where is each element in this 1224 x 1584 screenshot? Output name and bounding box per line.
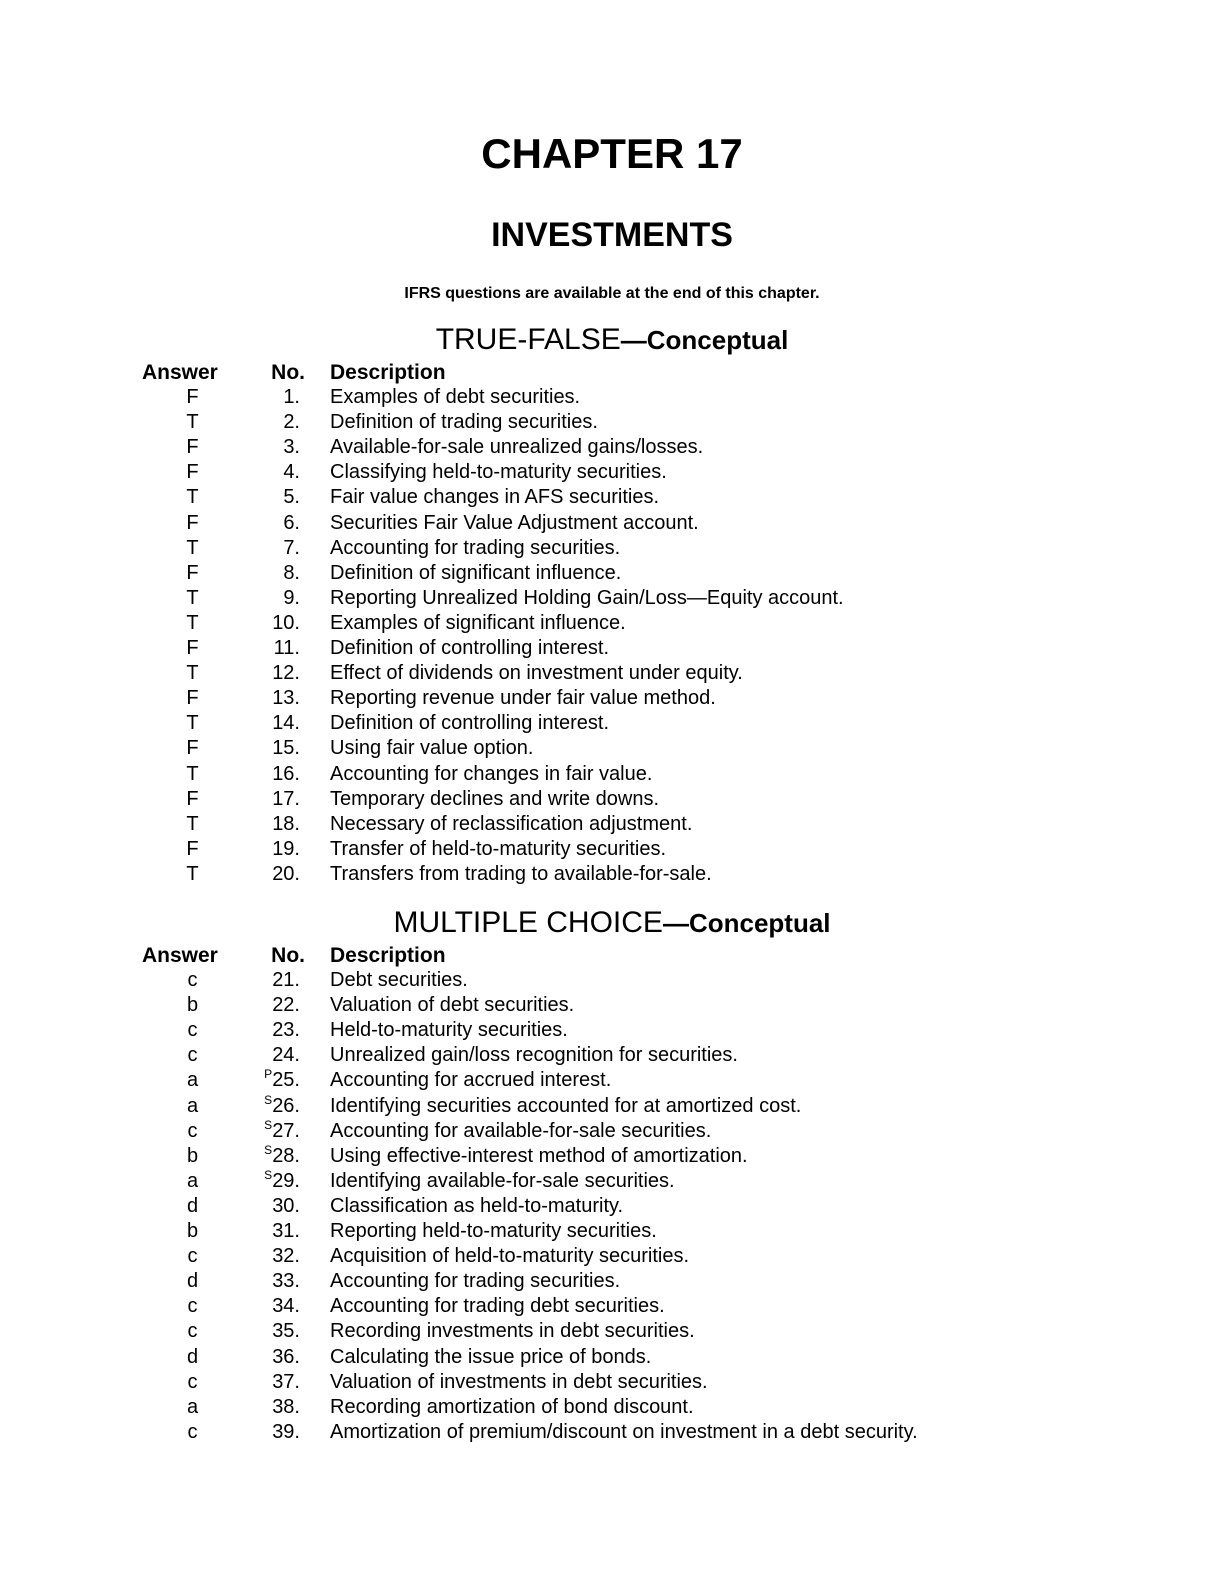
question-number: 9.	[283, 586, 300, 609]
question-number-cell	[240, 1244, 300, 1269]
table-row	[0, 511, 1224, 536]
description-cell: Accounting for accrued interest.	[330, 1069, 612, 1092]
true-false-rows	[0, 385, 1224, 887]
description-cell: Held-to-maturity securities.	[330, 1019, 568, 1042]
answer-cell: c	[187, 1019, 198, 1042]
description-cell: Accounting for available-for-sale securities.	[330, 1119, 712, 1142]
answer-cell: F	[186, 787, 199, 810]
question-number-cell	[240, 385, 300, 410]
table-row	[0, 1194, 1224, 1219]
question-number-cell	[240, 1294, 300, 1319]
table-row	[0, 787, 1224, 812]
table-row	[0, 1244, 1224, 1269]
answer-cell: d	[186, 1194, 199, 1217]
true-false-table	[0, 360, 1224, 887]
question-number-cell	[240, 862, 300, 887]
multiple-choice-title-main: MULTIPLE CHOICE	[393, 906, 663, 939]
table-row	[0, 636, 1224, 661]
question-number: 15.	[272, 737, 300, 760]
question-number-cell	[240, 1370, 300, 1395]
description-cell: Transfer of held-to-maturity securities.	[330, 837, 667, 860]
table-row	[0, 686, 1224, 711]
answer-cell: F	[186, 511, 199, 534]
question-number: 35.	[272, 1320, 300, 1343]
answer-cell: T	[186, 611, 199, 634]
description-cell: Definition of trading securities.	[330, 411, 598, 434]
answer-cell: F	[186, 637, 199, 660]
question-number: 31.	[272, 1220, 300, 1243]
answer-cell: a	[186, 1069, 199, 1092]
question-number-cell	[240, 1144, 300, 1169]
table-row	[0, 536, 1224, 561]
question-number-cell	[240, 1420, 300, 1445]
question-number: 17.	[272, 787, 300, 810]
description-cell: Using effective-interest method of amortization.	[330, 1144, 748, 1167]
table-row	[0, 661, 1224, 686]
description-cell: Acquisition of held-to-maturity securities.	[330, 1245, 690, 1268]
answer-cell: T	[186, 662, 199, 685]
answer-cell: T	[186, 486, 199, 509]
description-cell: Reporting held-to-maturity securities.	[330, 1220, 657, 1243]
question-number: 20.	[272, 862, 300, 885]
answer-cell: b	[186, 1144, 199, 1167]
table-row	[0, 1345, 1224, 1370]
question-number: 24.	[272, 1044, 300, 1067]
table-row	[0, 762, 1224, 787]
question-number-cell	[240, 968, 300, 993]
table-row	[0, 1043, 1224, 1068]
subject-title: INVESTMENTS	[491, 216, 733, 254]
question-number: 34.	[272, 1295, 300, 1318]
question-number: 1.	[283, 386, 300, 409]
question-number: 29.	[272, 1169, 300, 1192]
answer-cell: F	[186, 461, 199, 484]
true-false-section-title	[0, 323, 1224, 357]
table-row	[0, 460, 1224, 485]
question-number: 6.	[283, 511, 300, 534]
answer-cell: F	[186, 687, 199, 710]
question-number-cell	[240, 611, 300, 636]
table-row	[0, 385, 1224, 410]
table-row	[0, 435, 1224, 460]
table-row	[0, 1018, 1224, 1043]
question-number: 8.	[283, 561, 300, 584]
description-cell: Fair value changes in AFS securities.	[330, 486, 660, 509]
description-cell: Accounting for changes in fair value.	[330, 762, 653, 785]
question-number: 7.	[283, 536, 300, 559]
table-row	[0, 968, 1224, 993]
answer-cell: c	[187, 1245, 198, 1268]
table-row	[0, 1119, 1224, 1144]
table-row	[0, 1169, 1224, 1194]
table-row	[0, 993, 1224, 1018]
question-number: 22.	[272, 994, 300, 1017]
question-number-cell	[240, 1219, 300, 1244]
question-source-mark: S	[264, 1092, 273, 1107]
answer-cell: c	[187, 1320, 198, 1343]
question-number-cell	[240, 1319, 300, 1344]
description-cell: Valuation of investments in debt securities.	[330, 1370, 708, 1393]
description-cell: Unrealized gain/loss recognition for securities.	[330, 1044, 738, 1067]
table-header	[0, 360, 1224, 385]
question-number: 16.	[272, 762, 300, 785]
multiple-choice-title-sub: —Conceptual	[662, 908, 831, 938]
table-row	[0, 1319, 1224, 1344]
question-number: 2.	[283, 411, 300, 434]
description-cell: Examples of debt securities.	[330, 386, 581, 409]
table-row	[0, 485, 1224, 510]
description-cell: Definition of significant influence.	[330, 561, 622, 584]
table-row	[0, 837, 1224, 862]
description-cell: Accounting for trading securities.	[330, 536, 621, 559]
answer-cell: F	[186, 837, 199, 860]
answer-cell: F	[186, 386, 199, 409]
description-cell: Identifying available-for-sale securities.	[330, 1169, 675, 1192]
description-cell: Accounting for trading debt securities.	[330, 1295, 665, 1318]
question-number-cell	[240, 736, 300, 761]
table-row	[0, 1269, 1224, 1294]
description-cell: Using fair value option.	[330, 737, 534, 760]
answer-cell: c	[187, 1420, 198, 1443]
question-number: 38.	[272, 1395, 300, 1418]
question-number-cell	[240, 1169, 300, 1194]
question-number-cell	[240, 661, 300, 686]
question-number-cell	[240, 485, 300, 510]
question-number: 23.	[272, 1019, 300, 1042]
answer-column-header: Answer	[142, 944, 218, 967]
multiple-choice-section-title	[0, 906, 1224, 940]
description-cell: Classification as held-to-maturity.	[330, 1194, 624, 1217]
description-cell: Available-for-sale unrealized gains/losses.	[330, 436, 704, 459]
question-number: 5.	[283, 486, 300, 509]
question-number-cell	[240, 1094, 300, 1119]
description-cell: Calculating the issue price of bonds.	[330, 1345, 652, 1368]
answer-cell: c	[187, 1119, 198, 1142]
table-row	[0, 1094, 1224, 1119]
question-number-cell	[240, 711, 300, 736]
question-number-cell	[240, 410, 300, 435]
question-number: 14.	[272, 712, 300, 735]
table-row	[0, 1219, 1224, 1244]
question-source-mark: P	[264, 1067, 273, 1082]
question-number-cell	[240, 460, 300, 485]
description-cell: Identifying securities accounted for at amortized cost.	[330, 1094, 802, 1117]
question-number-cell	[240, 1018, 300, 1043]
question-number-cell	[240, 837, 300, 862]
description-cell: Reporting revenue under fair value method.	[330, 687, 716, 710]
chapter-title: CHAPTER 17	[481, 130, 743, 177]
table-row	[0, 586, 1224, 611]
description-column-header: Description	[330, 361, 446, 384]
answer-cell: T	[186, 862, 199, 885]
question-number: 33.	[272, 1270, 300, 1293]
question-number-cell	[240, 812, 300, 837]
question-number: 37.	[272, 1370, 300, 1393]
question-number: 12.	[272, 662, 300, 685]
question-number: 4.	[283, 461, 300, 484]
description-cell: Recording amortization of bond discount.	[330, 1395, 694, 1418]
question-number-cell	[240, 1395, 300, 1420]
question-number-cell	[240, 1068, 300, 1093]
question-number: 18.	[272, 812, 300, 835]
question-number-cell	[240, 435, 300, 460]
description-cell: Examples of significant influence.	[330, 611, 626, 634]
question-number: 39.	[272, 1420, 300, 1443]
description-column-header: Description	[330, 944, 446, 967]
question-number-cell	[240, 561, 300, 586]
answer-cell: a	[186, 1169, 199, 1192]
answer-cell: a	[186, 1395, 199, 1418]
table-row	[0, 1420, 1224, 1445]
answer-cell: c	[187, 969, 198, 992]
table-row	[0, 862, 1224, 887]
question-number: 3.	[283, 436, 300, 459]
question-number-cell	[240, 1043, 300, 1068]
answer-cell: F	[186, 561, 199, 584]
question-number-cell	[240, 1119, 300, 1144]
table-row	[0, 812, 1224, 837]
question-number: 19.	[272, 837, 300, 860]
multiple-choice-table	[0, 943, 1224, 1445]
description-cell: Necessary of reclassification adjustment.	[330, 812, 693, 835]
question-number: 28.	[272, 1144, 300, 1167]
answer-cell: d	[186, 1270, 199, 1293]
question-number-cell	[240, 1194, 300, 1219]
answer-cell: c	[187, 1370, 198, 1393]
question-number: 11.	[273, 637, 300, 660]
description-cell: Definition of controlling interest.	[330, 637, 610, 660]
question-number-cell	[240, 536, 300, 561]
table-row	[0, 1395, 1224, 1420]
question-number: 10.	[272, 611, 300, 634]
answer-cell: b	[186, 994, 199, 1017]
question-source-mark: S	[264, 1117, 273, 1132]
answer-cell: d	[186, 1345, 199, 1368]
question-number: 13.	[272, 687, 300, 710]
question-number: 27.	[272, 1119, 300, 1142]
table-row	[0, 561, 1224, 586]
true-false-title-sub: —Conceptual	[620, 325, 789, 355]
question-number: 30.	[272, 1194, 300, 1217]
answer-cell: F	[186, 436, 199, 459]
answer-cell: T	[186, 536, 199, 559]
question-number: 25.	[272, 1069, 300, 1092]
question-number-cell	[240, 586, 300, 611]
description-cell: Classifying held-to-maturity securities.	[330, 461, 667, 484]
table-row	[0, 736, 1224, 761]
multiple-choice-rows	[0, 968, 1224, 1445]
answer-cell: T	[186, 411, 199, 434]
number-column-header: No.	[271, 944, 305, 967]
question-number-cell	[240, 993, 300, 1018]
question-number-cell	[240, 686, 300, 711]
description-cell: Definition of controlling interest.	[330, 712, 610, 735]
question-number-cell	[240, 511, 300, 536]
description-cell: Debt securities.	[330, 969, 468, 992]
number-column-header: No.	[271, 361, 305, 384]
answer-cell: a	[186, 1094, 199, 1117]
answer-cell: c	[187, 1044, 198, 1067]
question-number: 36.	[272, 1345, 300, 1368]
table-row	[0, 611, 1224, 636]
question-source-mark: S	[264, 1142, 273, 1157]
question-number-cell	[240, 787, 300, 812]
true-false-title-main: TRUE-FALSE	[435, 323, 621, 356]
answer-cell: T	[186, 586, 199, 609]
description-cell: Reporting Unrealized Holding Gain/Loss—Equity account.	[330, 586, 844, 609]
table-row	[0, 1068, 1224, 1093]
description-cell: Effect of dividends on investment under equity.	[330, 662, 743, 685]
description-cell: Accounting for trading securities.	[330, 1270, 621, 1293]
description-cell: Valuation of debt securities.	[330, 994, 575, 1017]
question-source-mark: S	[264, 1167, 273, 1182]
answer-column-header: Answer	[142, 361, 218, 384]
question-number: 32.	[272, 1245, 300, 1268]
description-cell: Temporary declines and write downs.	[330, 787, 660, 810]
question-number: 26.	[272, 1094, 300, 1117]
question-number-cell	[240, 1269, 300, 1294]
table-row	[0, 410, 1224, 435]
description-cell: Transfers from trading to available-for-sale.	[330, 862, 712, 885]
description-cell: Amortization of premium/discount on investment in a debt security.	[330, 1420, 918, 1443]
table-header	[0, 943, 1224, 968]
table-row	[0, 1144, 1224, 1169]
description-cell: Recording investments in debt securities.	[330, 1320, 695, 1343]
question-number-cell	[240, 762, 300, 787]
answer-cell: b	[186, 1220, 199, 1243]
ifrs-note: IFRS questions are available at the end of this chapter.	[404, 285, 820, 302]
table-row	[0, 711, 1224, 736]
table-row	[0, 1294, 1224, 1319]
answer-cell: T	[186, 812, 199, 835]
question-number-cell	[240, 636, 300, 661]
question-number: 21.	[272, 969, 300, 992]
description-cell: Securities Fair Value Adjustment account.	[330, 511, 699, 534]
table-row	[0, 1370, 1224, 1395]
answer-cell: T	[186, 712, 199, 735]
answer-cell: F	[186, 737, 199, 760]
question-number-cell	[240, 1345, 300, 1370]
answer-cell: T	[186, 762, 199, 785]
answer-cell: c	[187, 1295, 198, 1318]
